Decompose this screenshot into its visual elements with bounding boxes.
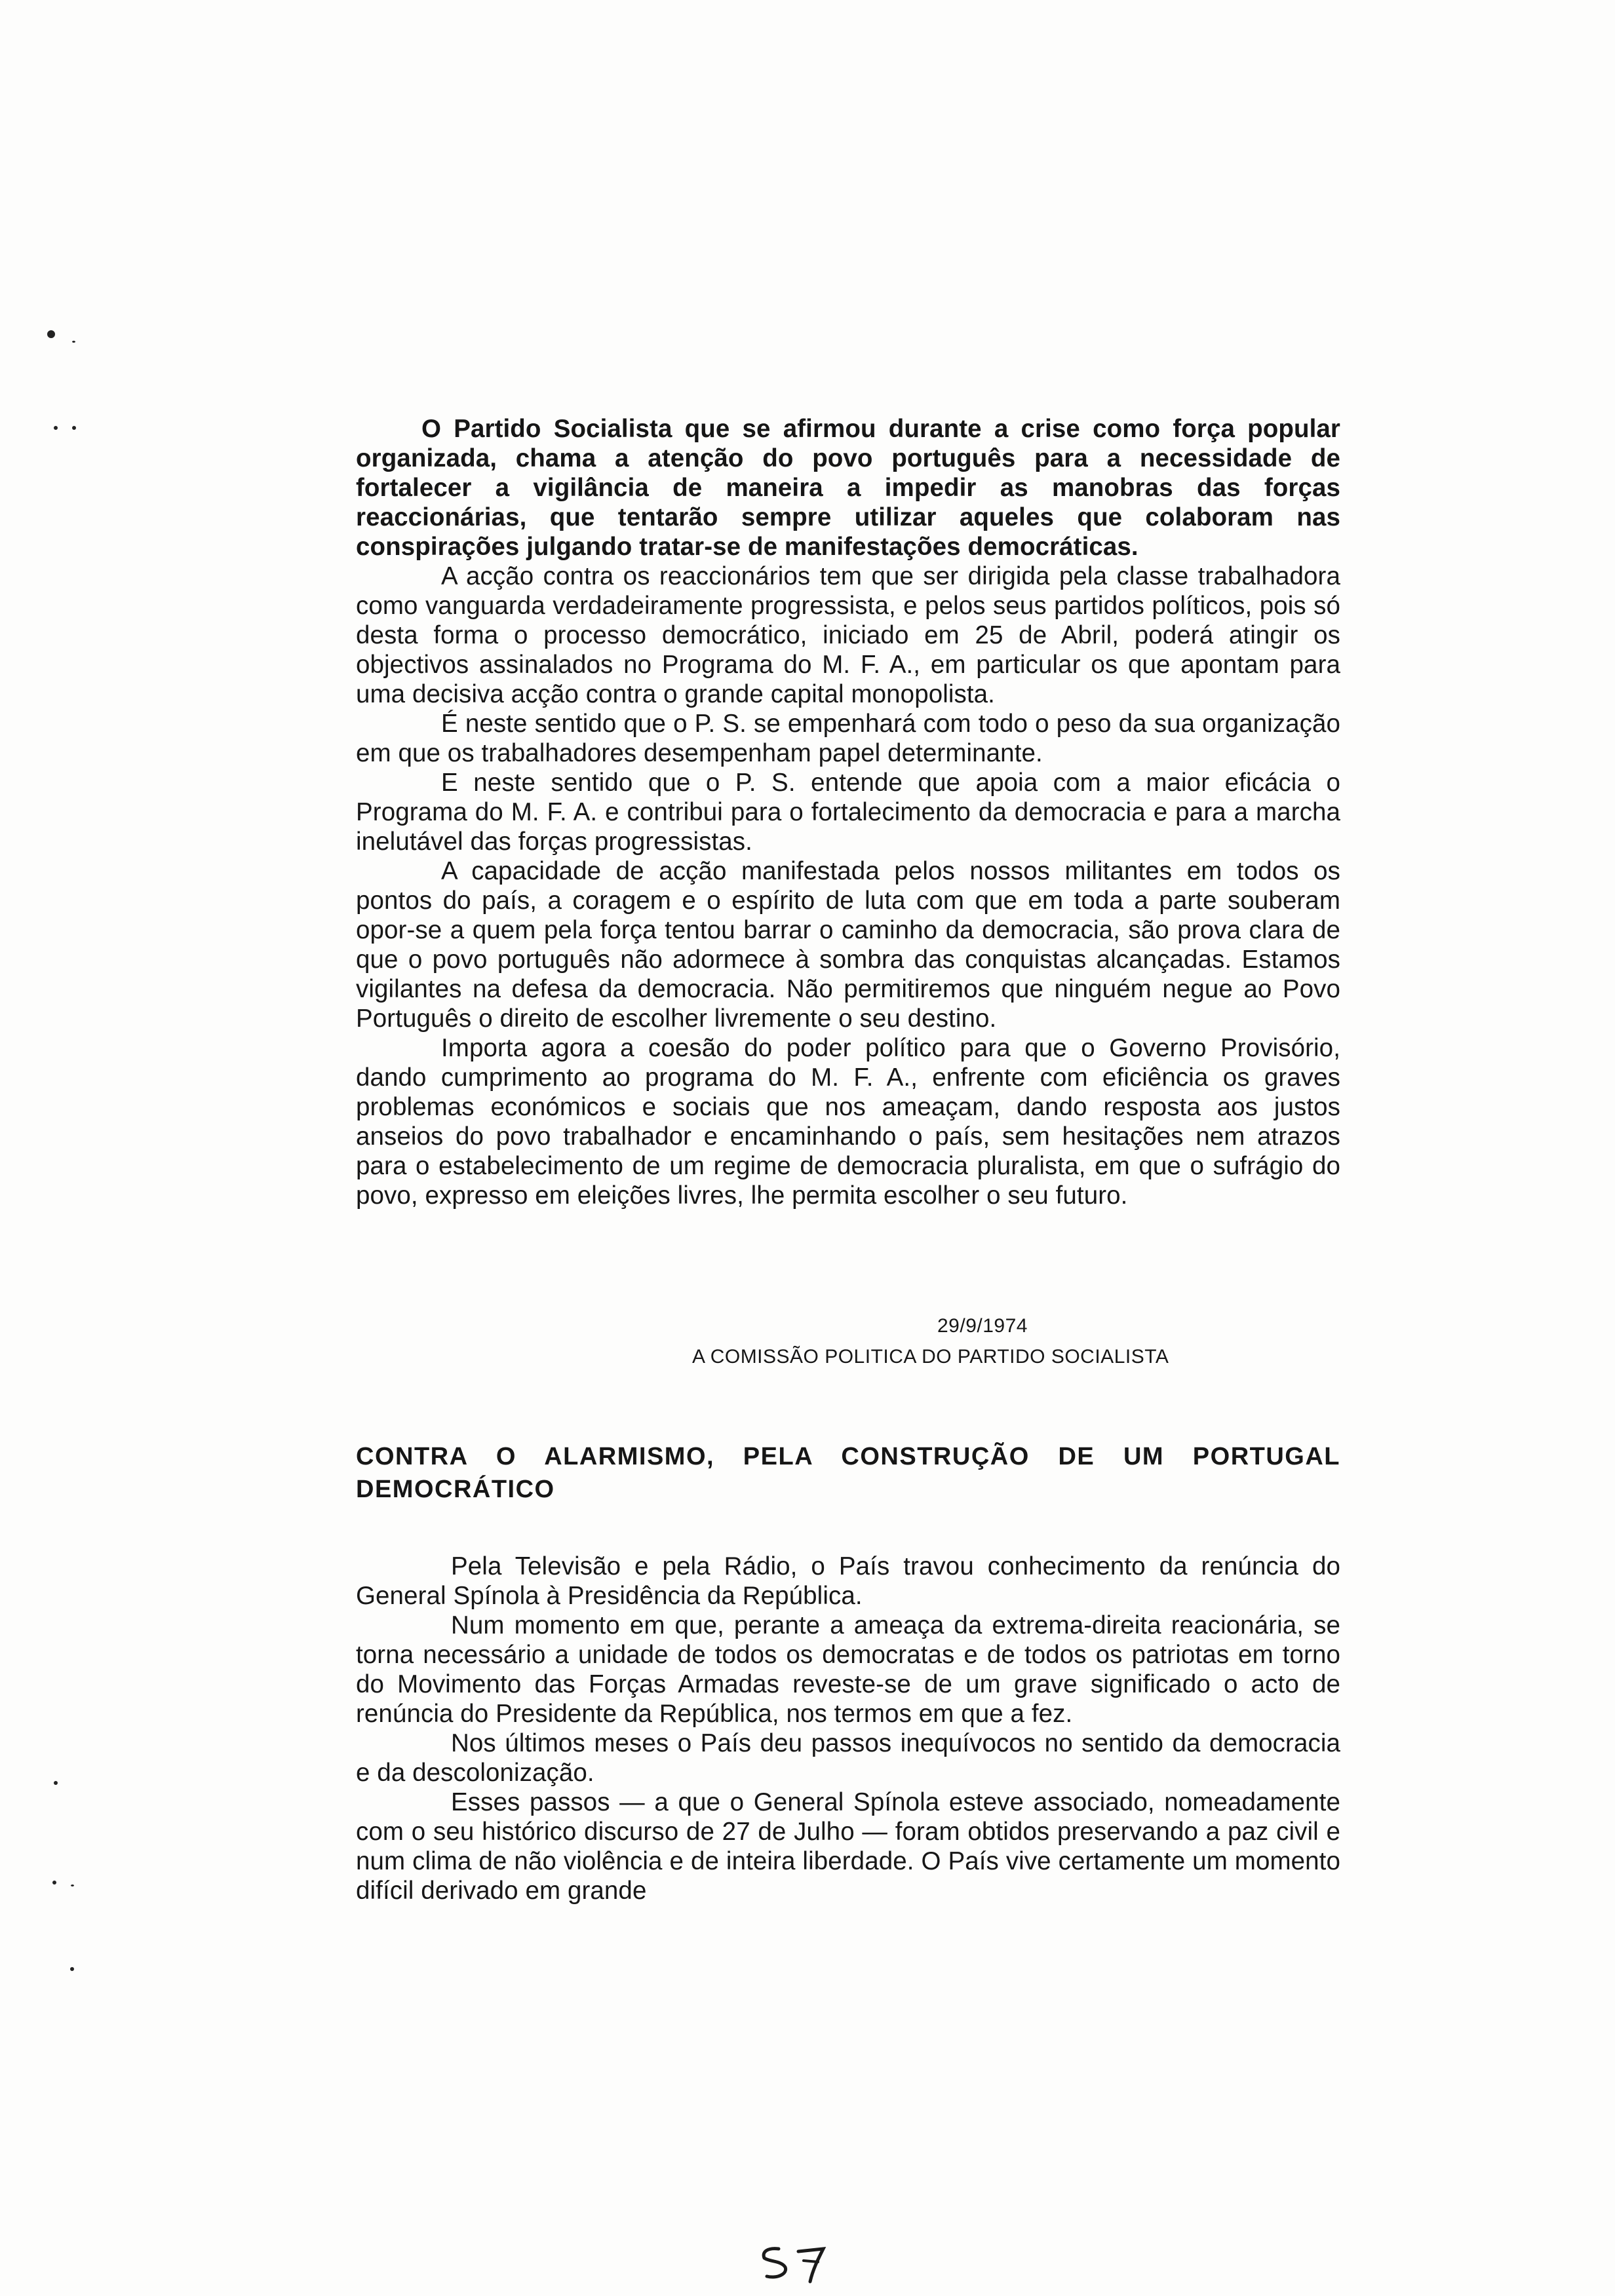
paragraph: E neste sentido que o P. S. entende que apoia com a maior eficácia o Programa do M. F. A. e contribui para o fortalecimento da democracia e para a marcha inelutável das forças progressistas. (356, 769, 1340, 856)
paragraph: Nos últimos meses o País deu passos inequívocos no sentido da democracia e da descolonização. (356, 1729, 1340, 1787)
scan-mark (70, 1967, 74, 1971)
statement-body (356, 414, 1340, 1210)
paragraph: A acção contra os reaccionários tem que ser dirigida pela classe trabalhadora como vanguarda verdadeiramente progressista, e pelos seus partidos políticos, pois só desta forma o processo democrático, iniciado em 25 de Abril, poderá atingir os objectivos assinalados no Programa do M. F. A., em particular os que apontam para uma decisiva acção contra o grande capital monopolista. (356, 562, 1340, 708)
paragraph: Esses passos — a que o General Spínola esteve associado, nomeadamente com o seu histórico discurso de 27 de Julho — foram obtidos preservando a paz civil e num clima de não violência e de inteira liberdade. O País vive certamente um momento difícil derivado em grande (356, 1788, 1340, 1905)
section-body (356, 1552, 1340, 1905)
scan-mark (52, 1881, 56, 1885)
scan-mark (54, 1781, 58, 1785)
scan-mark (54, 426, 58, 430)
paragraph: Num momento em que, perante a ameaça da extrema-direita reacionária, se torna necessário a unidade de todos os democratas e de todos os patriotas em torno do Movimento das Forças Armadas reveste-se de um grave significado o acto de renúncia do Presidente da República, nos termos em que a fez. (356, 1611, 1340, 1728)
section-headline: CONTRA O ALARMISMO, PELA CONSTRUÇÃO DE UM PORTUGAL DEMOCRÁTICO (356, 1443, 1340, 1503)
paragraph: Importa agora a coesão do poder político para que o Governo Provisório, dando cumprimento ao programa do M. F. A., enfrente com eficiência os graves problemas económicos e sociais que nos ameaçam, dando resposta aos justos anseios do povo trabalhador e encaminhando o país, sem hesitações nem atrazos para o estabelecimento de um regime de democracia pluralista, em que o sufrágio do povo, expresso em eleições livres, lhe permita escolher o seu futuro. (356, 1034, 1340, 1210)
scan-mark (71, 1885, 74, 1886)
signature-date: 29/9/1974 (937, 1315, 1028, 1337)
scan-mark (47, 330, 55, 338)
paragraph: Pela Televisão e pela Rádio, o País travou conhecimento da renúncia do General Spínola à Presidência da República. (356, 1552, 1340, 1610)
paragraph: O Partido Socialista que se afirmou durante a crise como força popular organizada, chama a atenção do povo português para a necessidade de fortalecer a vigilância de maneira a impedir as manobras das forças reaccionárias, que tentarão sempre utilizar aqueles que colaboram nas conspirações julgando tratar-se de manifestações democráticas. (356, 415, 1340, 561)
scan-mark (72, 341, 75, 343)
paragraph: A capacidade de acção manifestada pelos nossos militantes em todos os pontos do país, a coragem e o espírito de luta com que em toda a parte souberam opor-se a quem pela força tentou barrar o caminho da democracia, são prova clara de que o povo português não adormece à sombra das conquistas alcançadas. Estamos vigilantes na defesa da democracia. Não permitiremos que ninguém negue ao Povo Português o direito de escolher livremente o seu destino. (356, 857, 1340, 1033)
handwritten-page-number (747, 2234, 878, 2287)
paragraph: É neste sentido que o P. S. se empenhará com todo o peso da sua organização em que os trabalhadores desempenham papel determinante. (356, 710, 1340, 767)
scan-mark (72, 426, 76, 430)
signature-name: A COMISSÃO POLITICA DO PARTIDO SOCIALISTA (692, 1346, 1169, 1368)
